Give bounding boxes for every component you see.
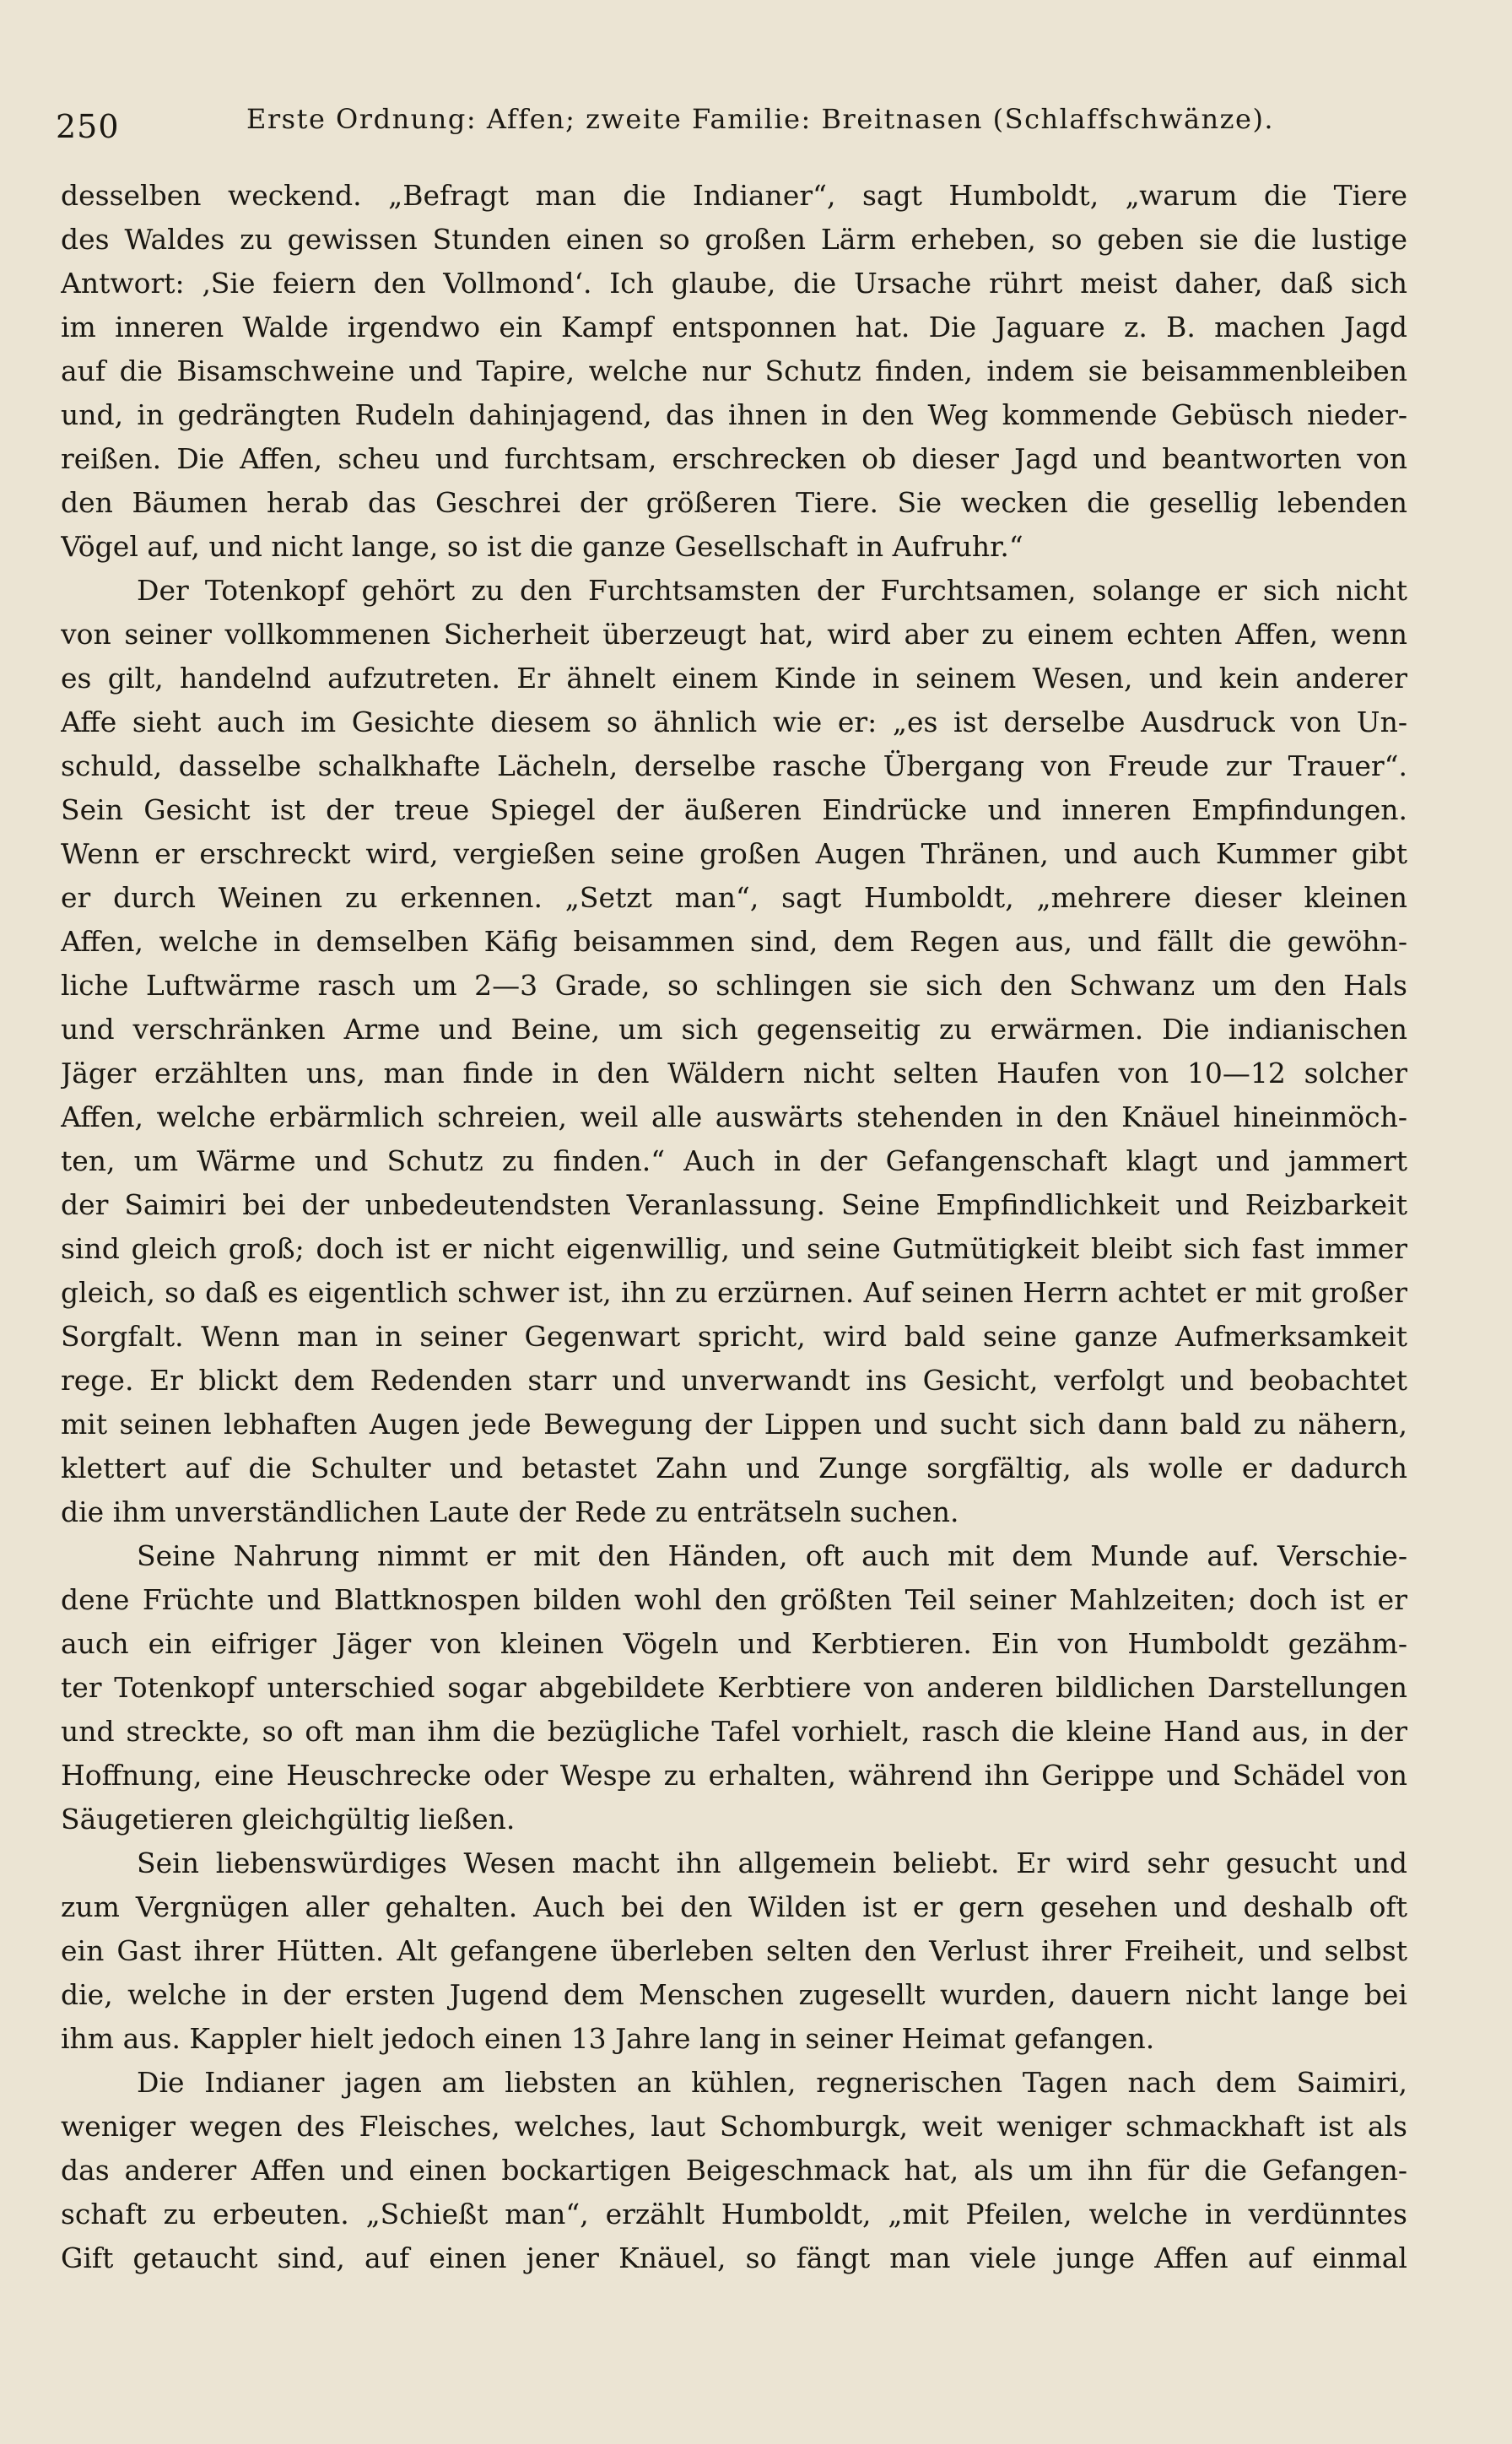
text-line: gleich, so daß es eigentlich schwer ist, ihn zu erzürnen. Auf seinen Herrn achtet er mit großer xyxy=(61,1276,1407,1309)
text-line: Antwort: ‚Sie feiern den Vollmond‘. Ich glaube, die Ursache rührt meist daher, daß sich xyxy=(61,267,1407,300)
page-header xyxy=(0,84,1512,152)
text-line: zum Vergnügen aller gehalten. Auch bei den Wilden ist er gern gesehen und deshalb oft xyxy=(61,1890,1407,1923)
text-line: auch ein eifriger Jäger von kleinen Vögeln und Kerbtieren. Ein von Humboldt gezähm- xyxy=(61,1627,1407,1660)
text-line: und verschränken Arme und Beine, um sich gegenseitig zu erwärmen. Die indianischen xyxy=(61,1013,1407,1046)
paragraph xyxy=(61,1841,1407,2061)
text-line: rege. Er blickt dem Redenden starr und unverwandt ins Gesicht, verfolgt und beobachtet xyxy=(61,1364,1407,1397)
text-line: Wenn er erschreckt wird, vergießen seine großen Augen Thränen, und auch Kummer gibt xyxy=(61,837,1407,870)
text-line: Sein liebenswürdiges Wesen macht ihn allgemein beliebt. Er wird sehr gesucht und xyxy=(137,1847,1407,1879)
text-line: der Saimiri bei der unbedeutendsten Veranlassung. Seine Empfindlichkeit und Reizbarkeit xyxy=(61,1188,1407,1221)
running-title: Erste Ordnung: Affen; zweite Familie: Breitnasen (Schlaffschwänze). xyxy=(246,103,1275,135)
text-line: Sorgfalt. Wenn man in seiner Gegenwart spricht, wird bald seine ganze Aufmerksamkeit xyxy=(61,1320,1407,1353)
text-line: die ihm unverständlichen Laute der Rede zu enträtseln suchen. xyxy=(61,1495,959,1528)
paragraph xyxy=(61,2061,1407,2280)
text-line: Affe sieht auch im Gesichte diesem so ähnlich wie er: „es ist derselbe Ausdruck von Un- xyxy=(61,706,1407,738)
text-line: Hoffnung, eine Heuschrecke oder Wespe zu erhalten, während ihn Gerippe und Schädel von xyxy=(61,1759,1407,1792)
text-line: reißen. Die Affen, scheu und furchtsam, erschrecken ob dieser Jagd und beantworten von xyxy=(61,442,1407,475)
text-line: Gift getaucht sind, auf einen jener Knäuel, so fängt man viele junge Affen auf einmal xyxy=(61,2241,1407,2274)
paragraph xyxy=(61,1534,1407,1841)
text-line: Der Totenkopf gehört zu den Furchtsamsten der Furchtsamen, solange er sich nicht xyxy=(137,574,1407,607)
page-number: 250 xyxy=(56,108,120,145)
text-line: Jäger erzählten uns, man finde in den Wäldern nicht selten Haufen von 10—12 solcher xyxy=(61,1057,1407,1090)
text-line: auf die Bisamschweine und Tapire, welche nur Schutz finden, indem sie beisammenbleiben xyxy=(61,354,1407,387)
text-line: Affen, welche erbärmlich schreien, weil alle auswärts stehenden in den Knäuel hineinmöch- xyxy=(61,1100,1407,1133)
text-line: sind gleich groß; doch ist er nicht eigenwillig, und seine Gutmütigkeit bleibt sich fast immer xyxy=(61,1232,1407,1265)
paragraph xyxy=(61,569,1407,1534)
text-line: die, welche in der ersten Jugend dem Menschen zugesellt wurden, dauern nicht lange bei xyxy=(61,1978,1407,2011)
text-line: ein Gast ihrer Hütten. Alt gefangene überleben selten den Verlust ihrer Freiheit, und selbst xyxy=(61,1934,1407,1967)
text-line: mit seinen lebhaften Augen jede Bewegung der Lippen und sucht sich dann bald zu nähern, xyxy=(61,1408,1407,1441)
text-line: ihm aus. Kappler hielt jedoch einen 13 Jahre lang in seiner Heimat gefangen. xyxy=(61,2022,1155,2055)
text-line: klettert auf die Schulter und betastet Zahn und Zunge sorgfältig, als wolle er dadurch xyxy=(61,1452,1407,1484)
text-line: und, in gedrängten Rudeln dahinjagend, das ihnen in den Weg kommende Gebüsch nieder- xyxy=(61,398,1407,431)
text-line: Vögel auf, und nicht lange, so ist die ganze Gesellschaft in Aufruhr.“ xyxy=(61,530,1023,563)
text-line: den Bäumen herab das Geschrei der größeren Tiere. Sie wecken die gesellig lebenden xyxy=(61,486,1407,519)
paragraph xyxy=(61,174,1407,569)
text-line: schuld, dasselbe schalkhafte Lächeln, derselbe rasche Übergang von Freude zur Trauer“. xyxy=(61,749,1407,782)
text-line: schaft zu erbeuten. „Schießt man“, erzählt Humboldt, „mit Pfeilen, welche in verdünntes xyxy=(61,2198,1407,2230)
text-line: weniger wegen des Fleisches, welches, laut Schomburgk, weit weniger schmackhaft ist als xyxy=(61,2110,1407,2143)
text-line: von seiner vollkommenen Sicherheit überzeugt hat, wird aber zu einem echten Affen, wenn xyxy=(61,618,1407,651)
text-line: Affen, welche in demselben Käfig beisammen sind, dem Regen aus, und fällt die gewöhn- xyxy=(61,925,1407,958)
text-line: im inneren Walde irgendwo ein Kampf entsponnen hat. Die Jaguare z. B. machen Jagd xyxy=(61,311,1407,343)
text-line: Die Indianer jagen am liebsten an kühlen, regnerischen Tagen nach dem Saimiri, xyxy=(137,2066,1407,2099)
text-line: er durch Weinen zu erkennen. „Setzt man“, sagt Humboldt, „mehrere dieser kleinen xyxy=(61,881,1407,914)
text-line: ten, um Wärme und Schutz zu finden.“ Auch in der Gefangenschaft klagt und jammert xyxy=(61,1144,1407,1177)
text-line: liche Luftwärme rasch um 2—3 Grade, so schlingen sie sich den Schwanz um den Hals xyxy=(61,969,1407,1002)
text-line: Säugetieren gleichgültig ließen. xyxy=(61,1803,516,1836)
text-line: und streckte, so oft man ihm die bezügliche Tafel vorhielt, rasch die kleine Hand aus, in der xyxy=(61,1715,1407,1748)
text-line: es gilt, handelnd aufzutreten. Er ähnelt einem Kinde in seinem Wesen, und kein anderer xyxy=(61,662,1407,695)
text-line: desselben weckend. „Befragt man die Indianer“, sagt Humboldt, „warum die Tiere xyxy=(61,179,1407,212)
text-line: Seine Nahrung nimmt er mit den Händen, oft auch mit dem Munde auf. Verschie- xyxy=(137,1539,1407,1572)
text-line: dene Früchte und Blattknospen bilden wohl den größten Teil seiner Mahlzeiten; doch ist er xyxy=(61,1583,1407,1616)
text-line: ter Totenkopf unterschied sogar abgebildete Kerbtiere von anderen bildlichen Darstellungen xyxy=(61,1671,1407,1704)
text-line: das anderer Affen und einen bockartigen Beigeschmack hat, als um ihn für die Gefangen- xyxy=(61,2154,1407,2187)
text-line: Sein Gesicht ist der treue Spiegel der äußeren Eindrücke und inneren Empfindungen. xyxy=(61,793,1407,826)
body-text xyxy=(61,174,1407,2280)
text-line: des Waldes zu gewissen Stunden einen so großen Lärm erheben, so geben sie die lustige xyxy=(61,223,1407,256)
